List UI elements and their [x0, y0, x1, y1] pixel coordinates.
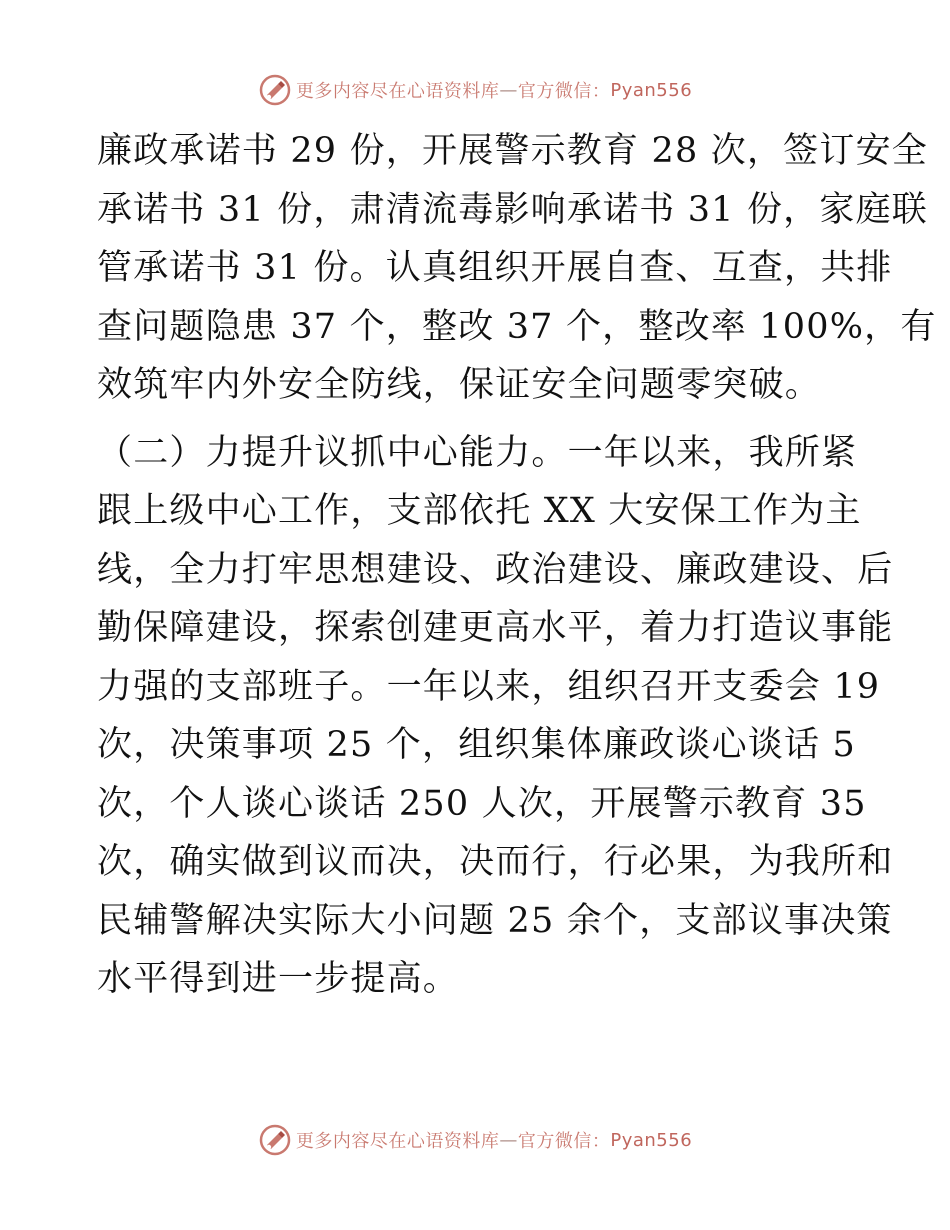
paragraph-1 [97, 122, 937, 415]
text-line: 力强的支部班子。一年以来，组织召开支委会 19 [97, 666, 881, 707]
text-line: 次，确实做到议而决，决而行，行必果，为我所和 [97, 842, 894, 882]
watermark-text: 更多内容尽在心语资料库 [295, 81, 500, 102]
watermark-contact: Pyan556 [610, 1129, 693, 1151]
watermark-label: 官方微信： [517, 81, 611, 102]
text-line: 效筑牢内外安全防线，保证安全问题零突破。 [97, 365, 822, 405]
text-line: 查问题隐患 37 个，整改 37 个，整改率 100%，有 [97, 306, 937, 347]
paragraph-gap [97, 415, 857, 424]
text-line: 承诺书 31 份，肃清流毒影响承诺书 31 份，家庭联 [97, 189, 928, 230]
text-line: 水平得到进一步提高。 [97, 959, 460, 999]
text-line: 跟上级中心工作，支部依托 XX 大安保工作为主 [97, 491, 862, 531]
text-line: 廉政承诺书 29 份，开展警示教育 28 次，签订安全 [97, 131, 928, 171]
watermark-separator: — [499, 1129, 518, 1151]
document-body [97, 122, 937, 1009]
brand-logo-icon [258, 1123, 292, 1157]
watermark-separator: — [499, 79, 518, 101]
watermark-contact: Pyan556 [610, 79, 693, 101]
text-line: 管承诺书 31 份。认真组织开展自查、互查，共排 [97, 248, 893, 288]
paragraph-2 [97, 424, 894, 1009]
text-line: 民辅警解决实际大小问题 25 余个，支部议事决策 [97, 900, 893, 941]
header-watermark [0, 70, 950, 110]
text-line: 勤保障建设，探索创建更高水平，着力打造议事能 [97, 608, 894, 648]
text-line: 次，个人谈心谈话 250 人次，开展警示教育 35 [97, 783, 867, 824]
text-line: 线，全力打牢思想建设、政治建设、廉政建设、后 [97, 549, 894, 590]
watermark-label: 官方微信： [517, 1131, 611, 1152]
text-line: （二）力提升议抓中心能力。一年以来，我所紧 [97, 432, 858, 473]
brand-logo-icon [258, 73, 292, 107]
footer-watermark [0, 1120, 950, 1160]
watermark-text: 更多内容尽在心语资料库 [295, 1131, 500, 1152]
text-line: 次，决策事项 25 个，组织集体廉政谈心谈话 5 [97, 725, 856, 765]
